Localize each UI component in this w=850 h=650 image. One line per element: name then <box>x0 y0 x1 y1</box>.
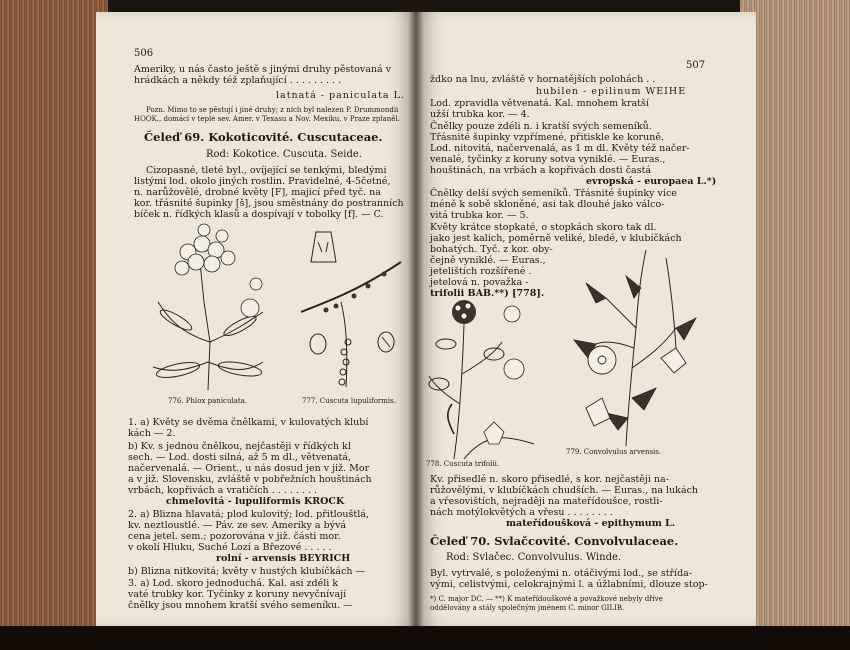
description-line: n. narůžovělé, drobné květy [F], majicí před tyč. na <box>134 187 381 198</box>
family-heading: Čeleď 69. Kokoticovité. Cuscutaceae. <box>144 130 383 144</box>
text-line: Ameriky, u nás často ještě s jinými druhy pěstovaná v <box>134 64 392 75</box>
figure-caption: 779. Convolvulus arvensis. <box>566 448 662 456</box>
description-line: vými, celistvými, celokrajnými l. a úžlabními, dlouze stop- <box>430 579 708 590</box>
key-line: a v již. Slovensku, zvláště v pobřežních houštinách <box>128 474 372 485</box>
key-line: b) Blizna nitkovitá; květy v hustých klubíčkách — <box>128 566 366 577</box>
key-line: 3. a) Lod. skoro jednoduchá. Kal. asi zdéli k <box>128 578 339 589</box>
description-line: bíček n. řídkých klasů a dospívají v tobolky [f]. — C. <box>134 209 384 220</box>
left-page-edges <box>0 0 108 650</box>
key-line: vrbách, kopřivách a vratičích . . . . . . . . <box>128 485 317 496</box>
figure-caption: 778. Cuscuta trifolii. <box>426 460 500 468</box>
phlox-illustration <box>138 222 278 392</box>
text-line: Lod. zpravidla větvenatá. Kal. mnohem kratší <box>430 98 649 109</box>
text-line: Třásnité šupinky vzpřímené, přitiskle ke koruně. <box>430 132 664 143</box>
text-line: Čnělky delší svých semeníků. Třásnité šupinky více <box>430 188 677 199</box>
key-line: 2. a) Blizna hlavatá; plod kulovitý; lod. přitlouštlá, <box>128 509 369 520</box>
book-gutter <box>408 0 424 650</box>
species-name: hubilen - epilinum WEIHE <box>536 86 687 97</box>
species-name: evropská - europaea L.*) <box>586 176 717 187</box>
species-name: mateřídoušková - epithymum L. <box>506 518 676 529</box>
key-line: b) Kv. s jednou čnělkou, nejčastěji v řídkých kl <box>128 441 351 452</box>
figure-caption: 777. Cuscuta lupuliformis. <box>302 397 396 405</box>
text-line: užší trubka kor. — 4. <box>430 109 530 120</box>
genus-line: Rod: Svlačec. Convolvulus. Winde. <box>446 552 622 563</box>
key-line: kách — 2. <box>128 428 176 439</box>
right-page-edges <box>740 0 850 650</box>
text-line: ždko na lnu, zvláště v hornatějších polohách . . <box>430 74 656 85</box>
footnote-line: *) C. major DC. — **) K mateřídouškové a považkové nebyly dříve <box>430 595 663 603</box>
key-line: 1. a) Květy se dvěma čnělkami, v kulovatých klubí <box>128 417 369 428</box>
key-line: cena jetel. sem.; pozorována v již. části mor. <box>128 531 341 542</box>
key-line: v okolí Hluku, Suché Lozí a Březové . . . . . <box>128 542 332 553</box>
note-line: HOOK., domácí v teplé sev. Amer. v Texasu a Nov. Mexiku, v Praze zplaněl. <box>134 115 400 123</box>
text-line: Lod. nitovitá, načervenalá, as 1 m dl. Květy též načer- <box>430 143 690 154</box>
footnote-line: oddělovány a stály společným jménem C. minor GILIB. <box>430 604 625 612</box>
left-page <box>96 12 416 626</box>
description-line: Cizopasné, tleté byl., ovíjející se tenkými, bledými <box>146 165 387 176</box>
text-line: venalé, tyčinky z koruny sotva vyniklé. — Euras., <box>430 154 666 165</box>
text-line: čejně vyniklé. — Euras., <box>430 255 546 266</box>
species-name: chmelovitá - lupuliformis KROCK <box>166 496 345 507</box>
species-name: trifolii BAB.**) [778]. <box>430 288 545 299</box>
text-line: bohatých. Tyč. z kor. oby- <box>430 244 553 255</box>
text-line: nách motýlokvětých a vřesu . . . . . . . . <box>430 507 613 518</box>
description-line: kor. třásnité šupinky [š], jsou směstnány do postranních <box>134 198 404 209</box>
text-line: růžovělými, v klubíčkách chudších. — Euras., na lukách <box>430 485 699 496</box>
species-name: rolní - arvensis BEYRICH <box>216 553 351 564</box>
description-line: Byl. vytrvalé, s položenými n. otáčivými lod., se střída- <box>430 568 693 579</box>
bottom-shadow <box>0 626 850 650</box>
family-heading: Čeleď 70. Svlačcovité. Convolvulaceae. <box>430 534 679 548</box>
text-line: jetelová n. považka - <box>430 277 529 288</box>
description-line: listými lod. okolo jiných rostlin. Pravidelné, 4-5četné, <box>134 176 391 187</box>
text-line: a vřesovištích, nejraději na mateřídoušce, rostli- <box>430 496 663 507</box>
right-page <box>416 12 756 626</box>
key-line: načervenalá. — Orient., u nás dosud jen v již. Mor <box>128 463 370 474</box>
key-line: čnělky jsou mnohem kratší svého semeníku. — <box>128 600 353 611</box>
key-line: sech. — Lod. dosti silná, až 5 m dl., větvenatá, <box>128 452 352 463</box>
page-number-left: 506 <box>134 48 154 59</box>
convolvulus-arvensis-illustration <box>566 248 706 448</box>
species-name: latnatá - paniculata L. <box>276 90 405 101</box>
cuscuta-trifolii-illustration <box>424 284 544 464</box>
note-line: Pozn. Mimo to se pěstují i jiné druhy; z nich byl nalezen P. Drummondii <box>146 106 399 114</box>
text-line: hrádkách a někdy též zplaňující . . . . . . . . . <box>134 75 342 86</box>
key-line: vaté trubky kor. Tyčinky z koruny nevyčnívají <box>128 589 347 600</box>
text-line: houštinách, na vrbách a kopřivách dosti častá <box>430 165 652 176</box>
figure-caption: 776. Phlox paniculata. <box>168 397 248 405</box>
genus-line: Rod: Kokotice. Cuscuta. Seide. <box>206 149 362 160</box>
text-line: Kv. přisedlé n. skoro přisedlé, s kor. nejčastěji na- <box>430 474 669 485</box>
text-line: jetelištích rozšířené . <box>430 266 532 277</box>
cuscuta-lupuliformis-illustration <box>296 222 406 392</box>
text-line: Květy krátce stopkaté, o stopkách skoro tak dl. <box>430 222 657 233</box>
page-number-right: 507 <box>686 60 706 71</box>
key-line: kv. neztloustlé. — Páv. ze sev. Ameriky a bývá <box>128 520 347 531</box>
text-line: Čnělky pouze zdéli n. i kratší svých semeníků. <box>430 121 652 132</box>
text-line: vitá trubka kor. — 5. <box>430 210 529 221</box>
text-line: jako jest kalich, poměrně veliké, bledé, v klubíčkách <box>430 233 682 244</box>
text-line: méně k sobě skloněné, asi tak dlouhé jako válco- <box>430 199 665 210</box>
